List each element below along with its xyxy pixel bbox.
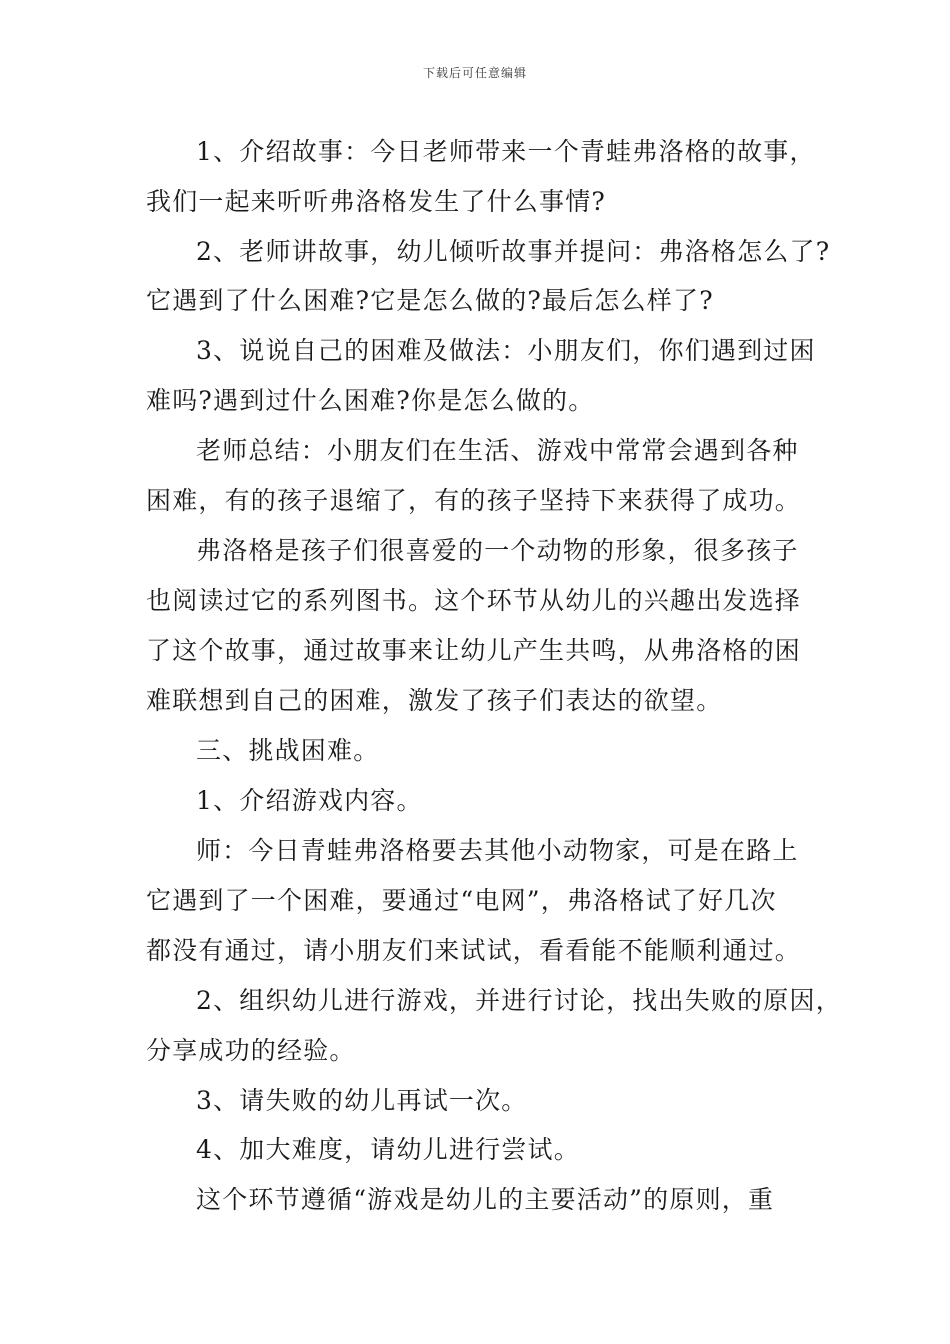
paragraph-line: 3、说说自己的困难及做法：小朋友们，你们遇到过困 bbox=[196, 336, 816, 365]
section-heading: 三、挑战困难。 bbox=[196, 736, 380, 765]
paragraph-line: 1、介绍游戏内容。 bbox=[196, 786, 423, 815]
paragraph-line: 1、介绍故事：今日老师带来一个青蛙弗洛格的故事， bbox=[196, 137, 816, 166]
paragraph-line: 了这个故事，通过故事来让幼儿产生共鸣，从弗洛格的困 bbox=[146, 636, 802, 665]
paragraph-line: 难联想到自己的困难，激发了孩子们表达的欲望。 bbox=[146, 686, 723, 715]
paragraph-line: 弗洛格是孩子们很喜爱的一个动物的形象，很多孩子 bbox=[196, 536, 799, 565]
paragraph-line: 我们一起来听听弗洛格发生了什么事情? bbox=[146, 187, 607, 216]
paragraph-line: 它遇到了什么困难?它是怎么做的?最后怎么样了? bbox=[146, 286, 714, 315]
paragraph-line: 这个环节遵循“游戏是幼儿的主要活动”的原则，重 bbox=[196, 1185, 775, 1214]
paragraph-line: 3、请失败的幼儿再试一次。 bbox=[196, 1086, 528, 1115]
page-header: 下载后可任意编辑 bbox=[422, 66, 527, 80]
paragraph-line: 2、老师讲故事，幼儿倾听故事并提问：弗洛格怎么了? bbox=[196, 237, 831, 266]
paragraph-line: 4、加大难度，请幼儿进行尝试。 bbox=[196, 1135, 580, 1164]
paragraph-line: 难吗?遇到过什么困难?你是怎么做的。 bbox=[146, 386, 595, 415]
paragraph-line: 师：今日青蛙弗洛格要去其他小动物家，可是在路上 bbox=[196, 836, 799, 865]
paragraph-line: 老师总结：小朋友们在生活、游戏中常常会遇到各种 bbox=[196, 436, 799, 465]
paragraph-line: 分享成功的经验。 bbox=[146, 1036, 356, 1065]
paragraph-line: 都没有通过，请小朋友们来试试，看看能不能顺利通过。 bbox=[146, 936, 802, 965]
paragraph-line: 2、组织幼儿进行游戏，并进行讨论，找出失败的原因， bbox=[196, 986, 842, 1015]
paragraph-line: 困难，有的孩子退缩了，有的孩子坚持下来获得了成功。 bbox=[146, 486, 802, 515]
paragraph-line: 它遇到了一个困难，要通过“电网”，弗洛格试了好几次 bbox=[146, 886, 777, 915]
paragraph-line: 也阅读过它的系列图书。这个环节从幼儿的兴趣出发选择 bbox=[146, 586, 802, 615]
